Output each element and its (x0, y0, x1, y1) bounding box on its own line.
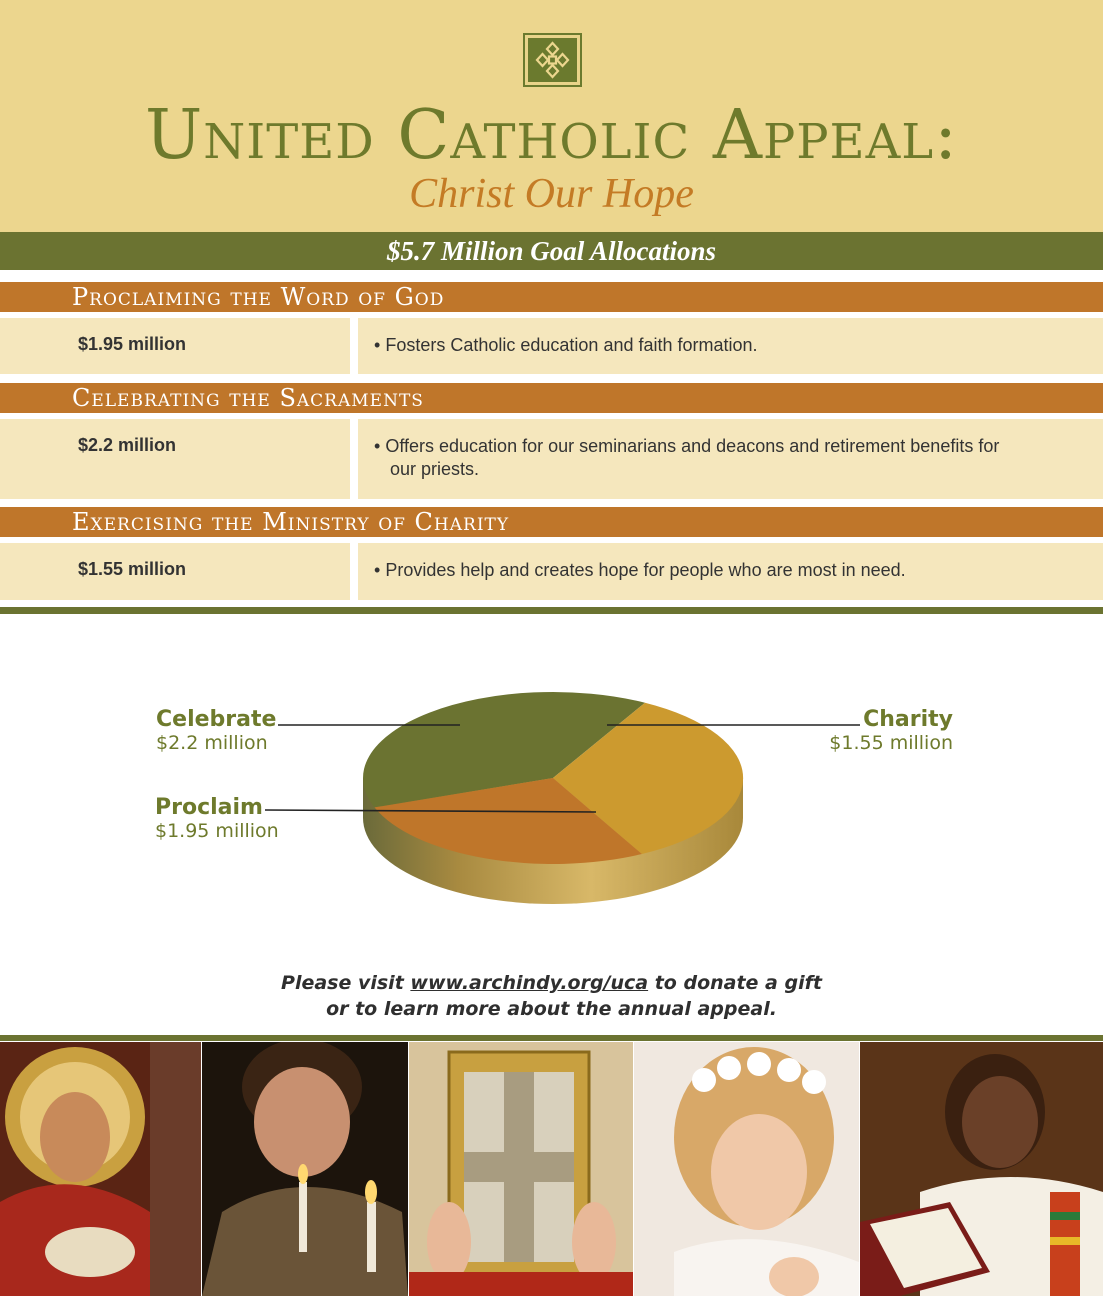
bullet: • (374, 560, 381, 580)
chart-label-name: Celebrate (156, 707, 277, 732)
goal-allocations-bar: $5.7 Million Goal Allocations (0, 232, 1103, 270)
section-heading-charity: Exercising the Ministry of Charity (0, 507, 1103, 537)
allocation-row-charity (0, 543, 1103, 600)
allocation-pie-chart (0, 640, 1103, 940)
allocation-description (358, 543, 1103, 600)
girl-praying-photo (634, 1042, 859, 1296)
visit-text: to donate a gift (648, 972, 822, 994)
book-of-gospels-photo (409, 1042, 633, 1296)
visit-message (0, 970, 1103, 1022)
description-text: Fosters Catholic education and faith formation. (385, 335, 758, 355)
chart-label-value: $2.2 million (156, 732, 268, 754)
chart-label-charity (822, 708, 953, 754)
allocation-row-proclaiming (0, 318, 1103, 374)
section-heading-proclaiming: Proclaiming the Word of God (0, 282, 1103, 312)
chart-label-name: Charity (863, 707, 953, 732)
bullet: • (374, 436, 381, 456)
allocation-amount: $1.95 million (0, 318, 350, 374)
header-banner (0, 0, 1103, 232)
page-subtitle: Christ Our Hope (409, 171, 694, 217)
stained-glass-jesus-photo (0, 1042, 201, 1296)
pie-chart-svg (0, 640, 1103, 940)
boy-with-candles-photo (202, 1042, 408, 1296)
section-heading-celebrating: Celebrating the Sacraments (0, 383, 1103, 413)
cross-logo-icon (523, 33, 582, 87)
visit-line-2: or to learn more about the annual appeal. (326, 998, 777, 1020)
visit-line-1 (0, 970, 1103, 996)
allocation-description (358, 419, 1103, 499)
chart-label-value: $1.55 million (829, 732, 953, 754)
description-text: Provides help and creates hope for people who are most in need. (385, 560, 906, 580)
reader-with-book-photo (860, 1042, 1103, 1296)
chart-label-value: $1.95 million (155, 820, 279, 842)
divider (0, 607, 1103, 614)
description-text: Offers education for our seminarians and deacons and retirement benefits for our priests. (385, 436, 1000, 479)
divider (0, 1035, 1103, 1041)
chart-label-name: Proclaim (155, 795, 263, 820)
visit-text: Please visit (281, 972, 411, 994)
allocation-description (358, 318, 1103, 374)
allocation-amount: $2.2 million (0, 419, 350, 499)
allocation-row-celebrating (0, 419, 1103, 499)
chart-label-celebrate (156, 708, 276, 754)
allocation-amount: $1.55 million (0, 543, 350, 600)
chart-label-proclaim (155, 796, 279, 842)
website-link[interactable]: www.archindy.org/uca (410, 972, 649, 994)
photo-strip (0, 1042, 1103, 1296)
page-title: United Catholic Appeal: (144, 96, 959, 175)
bullet: • (374, 335, 381, 355)
